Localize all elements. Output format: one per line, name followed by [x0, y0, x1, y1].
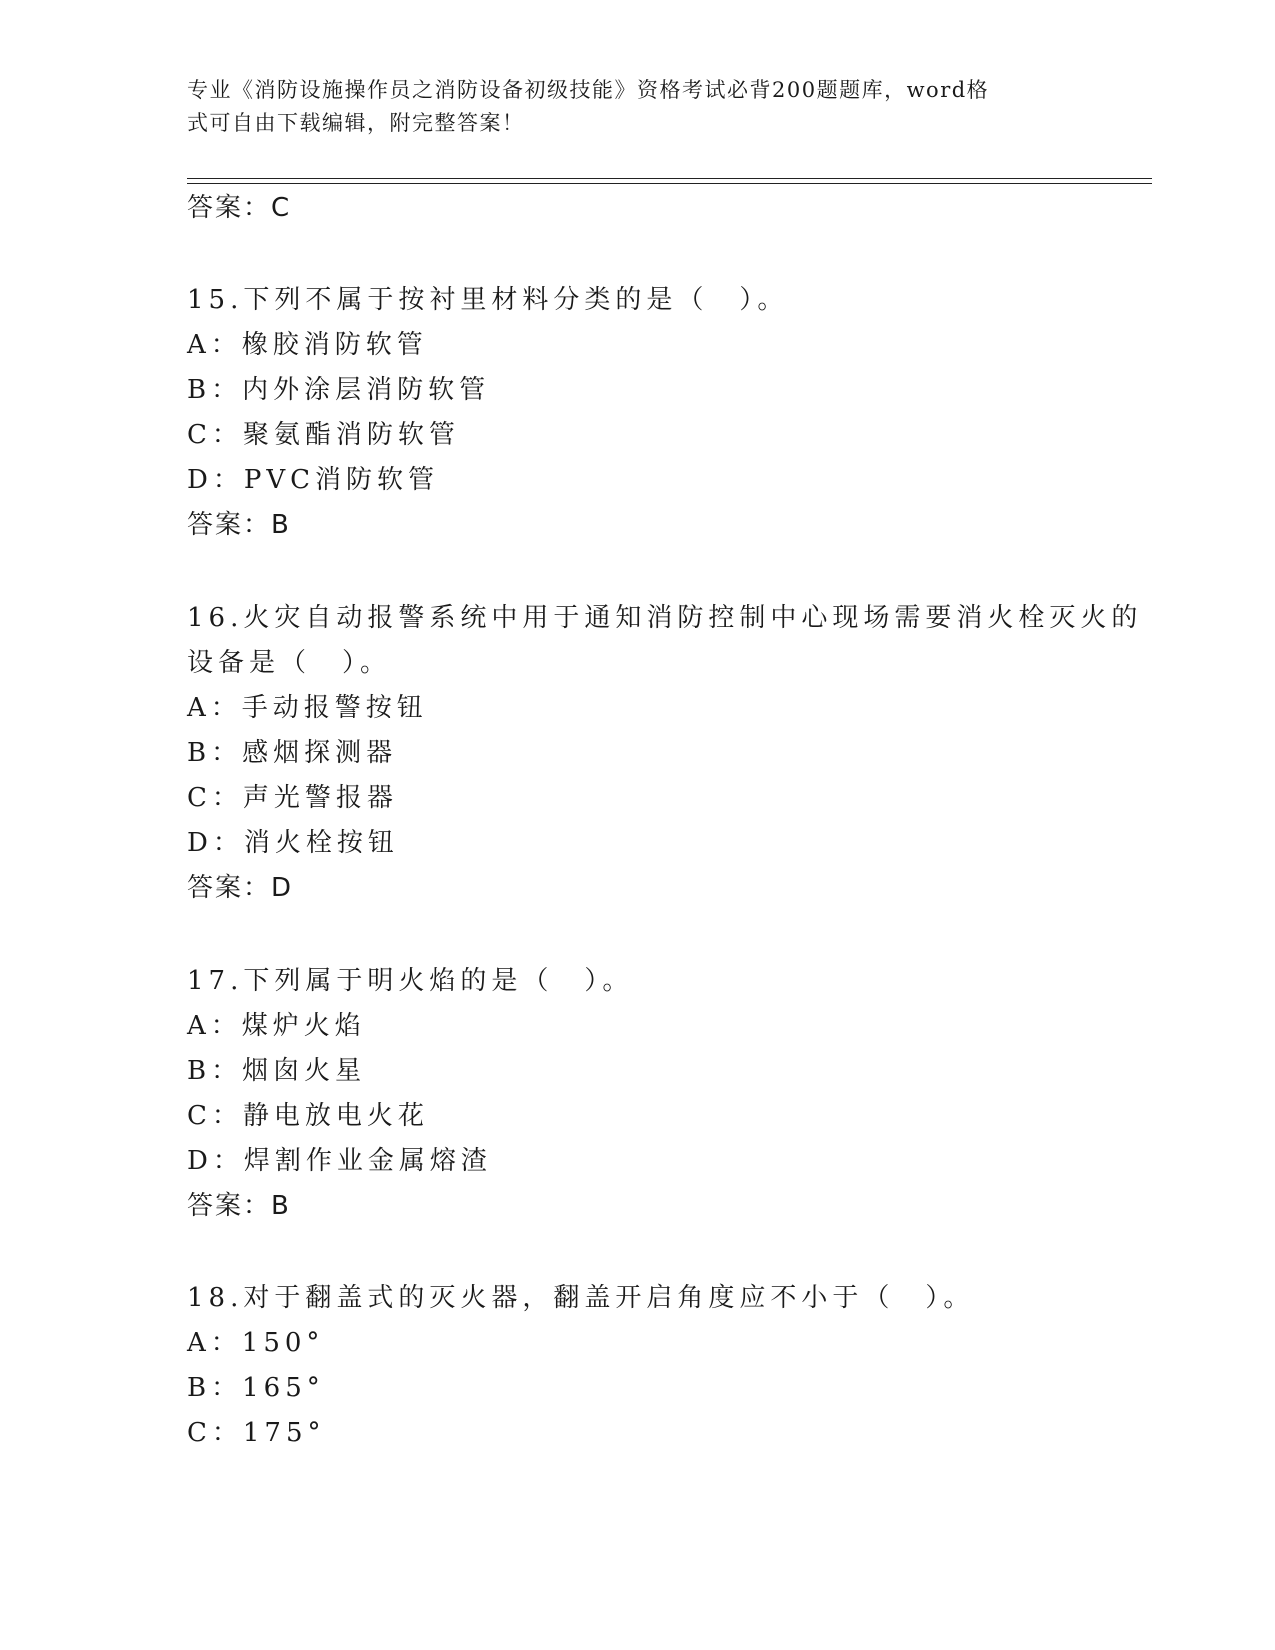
question-15-option-b: B：内外涂层消防软管 — [187, 375, 491, 405]
header-rule-top — [187, 178, 1152, 179]
question-18-option-c: C：175° — [187, 1418, 326, 1448]
document-header — [187, 74, 1067, 140]
header-line-1: 专业《消防设施操作员之消防设备初级技能》资格考试必背200题题库，word格 — [187, 78, 990, 102]
question-15-option-d: D：PVC消防软管 — [187, 465, 440, 495]
question-15-option-c: C：聚氨酯消防软管 — [187, 420, 460, 450]
question-15-option-a: A：橡胶消防软管 — [187, 330, 428, 360]
question-17-option-d: D：焊割作业金属熔渣 — [187, 1146, 492, 1176]
question-17-option-a: A：煤炉火焰 — [187, 1011, 366, 1041]
header-rule-bottom — [187, 183, 1152, 184]
question-16-answer: 答案：D — [187, 873, 294, 903]
question-16-stem-line-1: 16.火灾自动报警系统中用于通知消防控制中心现场需要消火栓灭火的 — [187, 603, 1143, 633]
question-16-option-d: D：消火栓按钮 — [187, 828, 399, 858]
answer-previous: 答案：C — [187, 193, 292, 223]
question-17-stem: 17.下列属于明火焰的是（ ）。 — [187, 966, 634, 996]
question-16-option-c: C：声光警报器 — [187, 783, 398, 813]
question-16-option-a: A：手动报警按钮 — [187, 693, 428, 723]
question-16-option-b: B：感烟探测器 — [187, 738, 398, 768]
question-16-stem-line-2: 设备是（ ）。 — [187, 648, 392, 678]
question-18-option-a: A：150° — [187, 1328, 325, 1358]
question-15-answer: 答案：B — [187, 510, 291, 540]
question-17-option-b: B：烟囱火星 — [187, 1056, 367, 1086]
question-17-answer: 答案：B — [187, 1191, 291, 1221]
question-17-option-c: C：静电放电火花 — [187, 1101, 429, 1131]
header-line-2: 式可自由下载编辑，附完整答案！ — [187, 111, 525, 135]
question-15-stem: 15.下列不属于按衬里材料分类的是（ ）。 — [187, 285, 789, 315]
question-18-option-b: B：165° — [187, 1373, 325, 1403]
question-18-stem: 18.对于翻盖式的灭火器，翻盖开启角度应不小于（ ）。 — [187, 1283, 975, 1313]
